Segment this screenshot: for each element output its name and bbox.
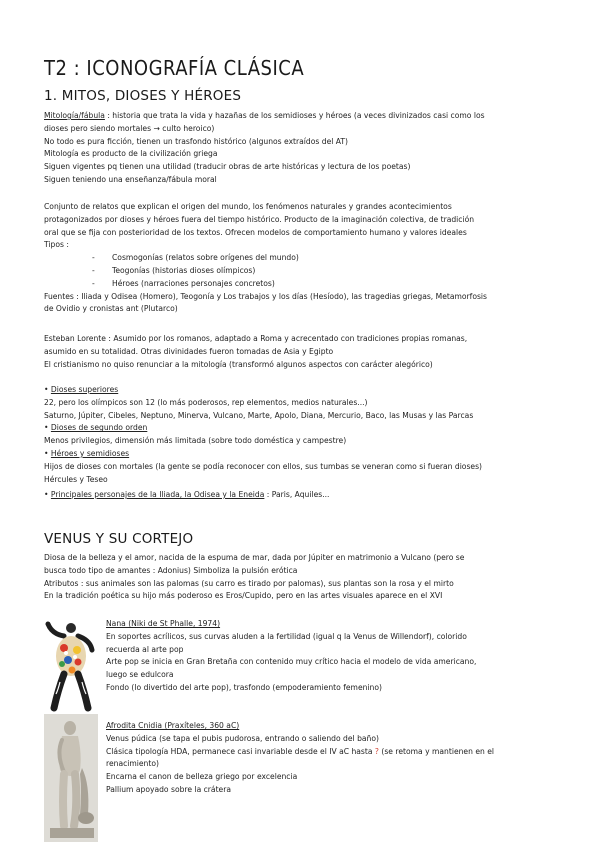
text-line: Hércules y Teseo — [44, 474, 108, 484]
conjunto-block — [44, 201, 564, 316]
section-heading-venus: VENUS Y SU CORTEJO — [44, 531, 194, 547]
mitologia-block — [44, 110, 564, 187]
text-line: oral que se fija con posterioridad de los textos. Ofrecen modelos de comportamiento humano y valores ideales — [44, 227, 467, 237]
tipos-list — [44, 252, 564, 290]
text-line: Hijos de dioses con mortales (la gente se podía reconocer con ellos, sus tumbas se veneran como si fueran dioses) — [44, 461, 483, 471]
list-item: - Teogonías (historias dioses olímpicos) — [44, 265, 564, 278]
text-line: Diosa de la belleza y el amor, nacida de la espuma de mar, dada por Júpiter en matrimonio a Vulcano (pero se — [44, 553, 465, 562]
text-line: Siguen vigentes pq tienen una utilidad (traducir obras de arte históricas y lectura de los poetas) — [44, 162, 411, 172]
text-line: Pallium apoyado sobre la crátera — [106, 784, 232, 794]
dioses-superiores-heading: • Dioses superiores — [44, 385, 119, 394]
text-line: Clásica tipología HDA, permanece casi invariable desde el IV aC hasta ? (se retoma y mantienen en el — [106, 746, 495, 756]
text-line: No todo es pura ficción, tienen un trasfondo histórico (algunos extraídos del AT) — [44, 136, 348, 146]
afrodita-caption — [106, 720, 566, 797]
afrodita-title: Afrodita Cnidia (Praxíteles, 360 aC) — [106, 721, 240, 730]
fuentes-line: Fuentes : Iliada y Odisea (Homero), Teogonía y Los trabajos y los días (Hesíodo), las tragedias griegas, Metamorfosis — [44, 291, 488, 301]
text-line: Encarna el canon de belleza griego por excelencia — [106, 772, 298, 782]
text-line: Venus púdica (se tapa el pubis pudorosa, entrando o saliendo del baño) — [106, 733, 379, 743]
principales-block — [44, 489, 564, 502]
venus-block — [44, 552, 564, 603]
tipos-label: Tipos : — [44, 240, 69, 250]
dioses-segundo-heading: • Dioses de segundo orden — [44, 423, 148, 433]
afrodita-cnidia-image — [44, 714, 98, 842]
text-line: Atributos : sus animales son las palomas (su carro es tirado por palomas), sus plantas son la rosa y el mirto — [44, 578, 454, 588]
heroes-heading: • Héroes y semidioses — [44, 448, 130, 458]
nana-sculpture-image — [44, 620, 98, 712]
list-item: - Cosmogonías (relatos sobre orígenes del mundo) — [44, 252, 564, 265]
text-line: luego se edulcora — [106, 670, 174, 680]
text-line: renacimiento) — [106, 759, 159, 769]
text-line: En la tradición poética su hijo más poderoso es Eros/Cupido, pero en las artes visuales aparece en el XVI — [44, 591, 443, 601]
text-line: En soportes acrílicos, sus curvas aluden a la fertilidad (igual q la Venus de Willendorf), colorido — [106, 631, 467, 641]
text-line: Siguen teniendo una enseñanza/fábula moral — [44, 174, 217, 184]
text-line: Menos privilegios, dimensión más limitada (sobre todo doméstica y campestre) — [44, 436, 347, 446]
text-line: Esteban Lorente : Asumido por los romanos, adaptado a Roma y acrecentado con tradiciones propias romanas, — [44, 334, 468, 343]
intro-rest: : historia que trata la vida y hazañas de los semidioses y héroes (a veces divinizados casi como los — [104, 111, 485, 120]
text-line: Mitología es producto de la civilización griega — [44, 149, 218, 159]
text-line: Conjunto de relatos que explican el origen del mundo, los fenómenos naturales y grandes acontecimientos — [44, 202, 452, 211]
section-heading-mitos: 1. MITOS, DIOSES Y HÉROES — [44, 88, 242, 104]
intro-line-2: dioses pero siendo mortales → culto heroico) — [44, 123, 215, 133]
text-line: Arte pop se inicia en Gran Bretaña con contenido muy crítico hacia el modelo de vida americano, — [106, 657, 477, 667]
page-title: T2 : ICONOGRAFÍA CLÁSICA — [44, 56, 305, 80]
dioses-block — [44, 384, 564, 486]
nana-caption — [106, 618, 566, 695]
lorente-block — [44, 333, 564, 371]
text-line: asumido en su totalidad. Otras divinidades fueron tomadas de Asia y Egipto — [44, 346, 334, 356]
text-line: El cristianismo no quiso renunciar a la mitología (transformó algunos aspectos con carácter alegórico) — [44, 359, 433, 369]
principales-line: • Principales personajes de la Iliada, la Odisea y la Eneida : Paris, Aquiles... — [44, 490, 330, 499]
intro-line — [44, 110, 564, 123]
text-line: Fondo (lo divertido del arte pop), trasfondo (empoderamiento femenino) — [106, 682, 382, 692]
text-line: protagonizados por dioses y héroes fuera del tiempo histórico. Producto de la imaginación colectiva, de tradición — [44, 214, 475, 224]
list-item: - Héroes (narraciones personajes concretos) — [44, 278, 564, 291]
fuentes-line-2: de Ovidio y cronistas ant (Plutarco) — [44, 304, 178, 314]
text-line: busca todo tipo de amantes : Adonius) Simboliza la pulsión erótica — [44, 565, 298, 575]
text-line: Saturno, Júpiter, Cibeles, Neptuno, Minerva, Vulcano, Marte, Apolo, Diana, Mercurio, Baco, las Musas y las Parcas — [44, 410, 474, 420]
text-line: recuerda al arte pop — [106, 644, 184, 654]
text-line: 22, pero los olímpicos son 12 (lo más poderosos, rep elementos, medios naturales...) — [44, 397, 368, 407]
mitologia-label: Mitología/fábula — [44, 111, 105, 120]
nana-title: Nana (Niki de St Phalle, 1974) — [106, 619, 221, 628]
